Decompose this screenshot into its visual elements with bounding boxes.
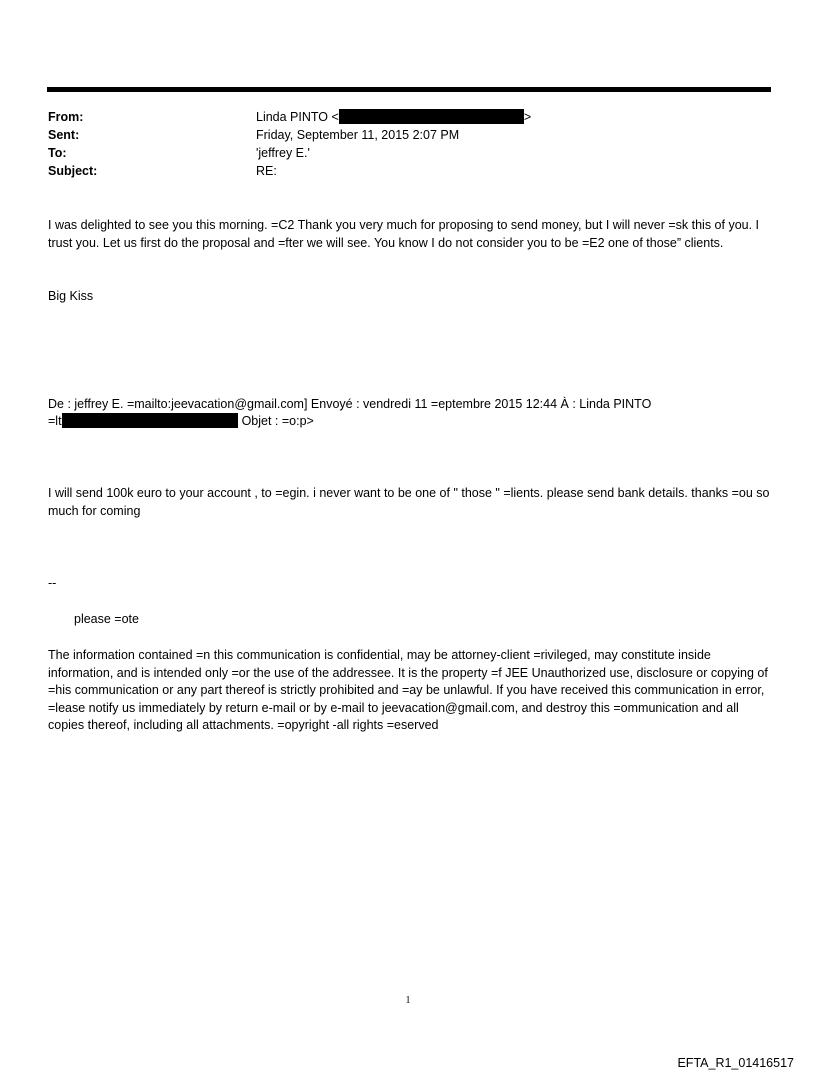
quoted-header-line-2 xyxy=(48,413,778,431)
redaction-block xyxy=(62,413,238,428)
quoted-header-line: De : jeffrey E. =mailto:jeevacation@gmail.com] Envoyé : vendredi 11 =eptembre 2015 12:44 À : Linda PINTO xyxy=(48,397,652,411)
redaction-block xyxy=(339,109,524,124)
sent-row xyxy=(48,126,531,144)
header-divider xyxy=(47,87,771,92)
subject-label: Subject: xyxy=(48,164,98,178)
body-paragraph: I was delighted to see you this morning. =C2 Thank you very much for proposing to send money, but I will never =sk this of you. I trust you. Let us first do the proposal and =fter we will see. You know I do not consider you to be =E2 one of those” clients. xyxy=(48,218,760,250)
subject-row xyxy=(48,162,531,180)
to-label: To: xyxy=(48,146,67,160)
to-value: 'jeffrey E.' xyxy=(256,146,310,160)
sent-label: Sent: xyxy=(48,128,80,142)
subject-value: RE: xyxy=(256,164,277,178)
page-number: 1 xyxy=(405,995,411,1006)
document-id: EFTA_R1_01416517 xyxy=(677,1056,794,1070)
quoted-objet: Objet : =o:p> xyxy=(241,414,314,428)
from-label: From: xyxy=(48,110,84,124)
from-row xyxy=(48,108,531,126)
reply-paragraph: I will send 100k euro to your account , to =egin. i never want to be one of " those " =lients. please send bank details. thanks =ou so much for coming xyxy=(48,486,770,518)
please-note: please =ote xyxy=(74,612,139,626)
sent-value: Friday, September 11, 2015 2:07 PM xyxy=(256,128,460,142)
from-name: Linda PINTO < xyxy=(256,110,339,124)
sign-off: Big Kiss xyxy=(48,289,94,303)
from-close: > xyxy=(523,110,532,124)
email-header xyxy=(48,108,531,180)
to-row xyxy=(48,144,531,162)
from-value xyxy=(256,108,531,126)
quoted-lt: =lt xyxy=(48,414,62,428)
disclaimer-paragraph: The information contained =n this communication is confidential, may be attorney-client =rivileged, may constitute inside information, and is intended only =or the use of the addressee. It is the property =f JEE Unauthorized use, disclosure or copying of =his communication or any part thereof is strictly prohibited and =ay be unlawful. If you have received this communication in error, =lease notify us immediately by return e-mail or by e-mail to jeevacation@gmail.com, and destroy this =ommunication and all copies thereof, including all attachments. =opyright -all rights =eserved xyxy=(48,648,768,732)
signature-dashes: -- xyxy=(48,576,57,590)
